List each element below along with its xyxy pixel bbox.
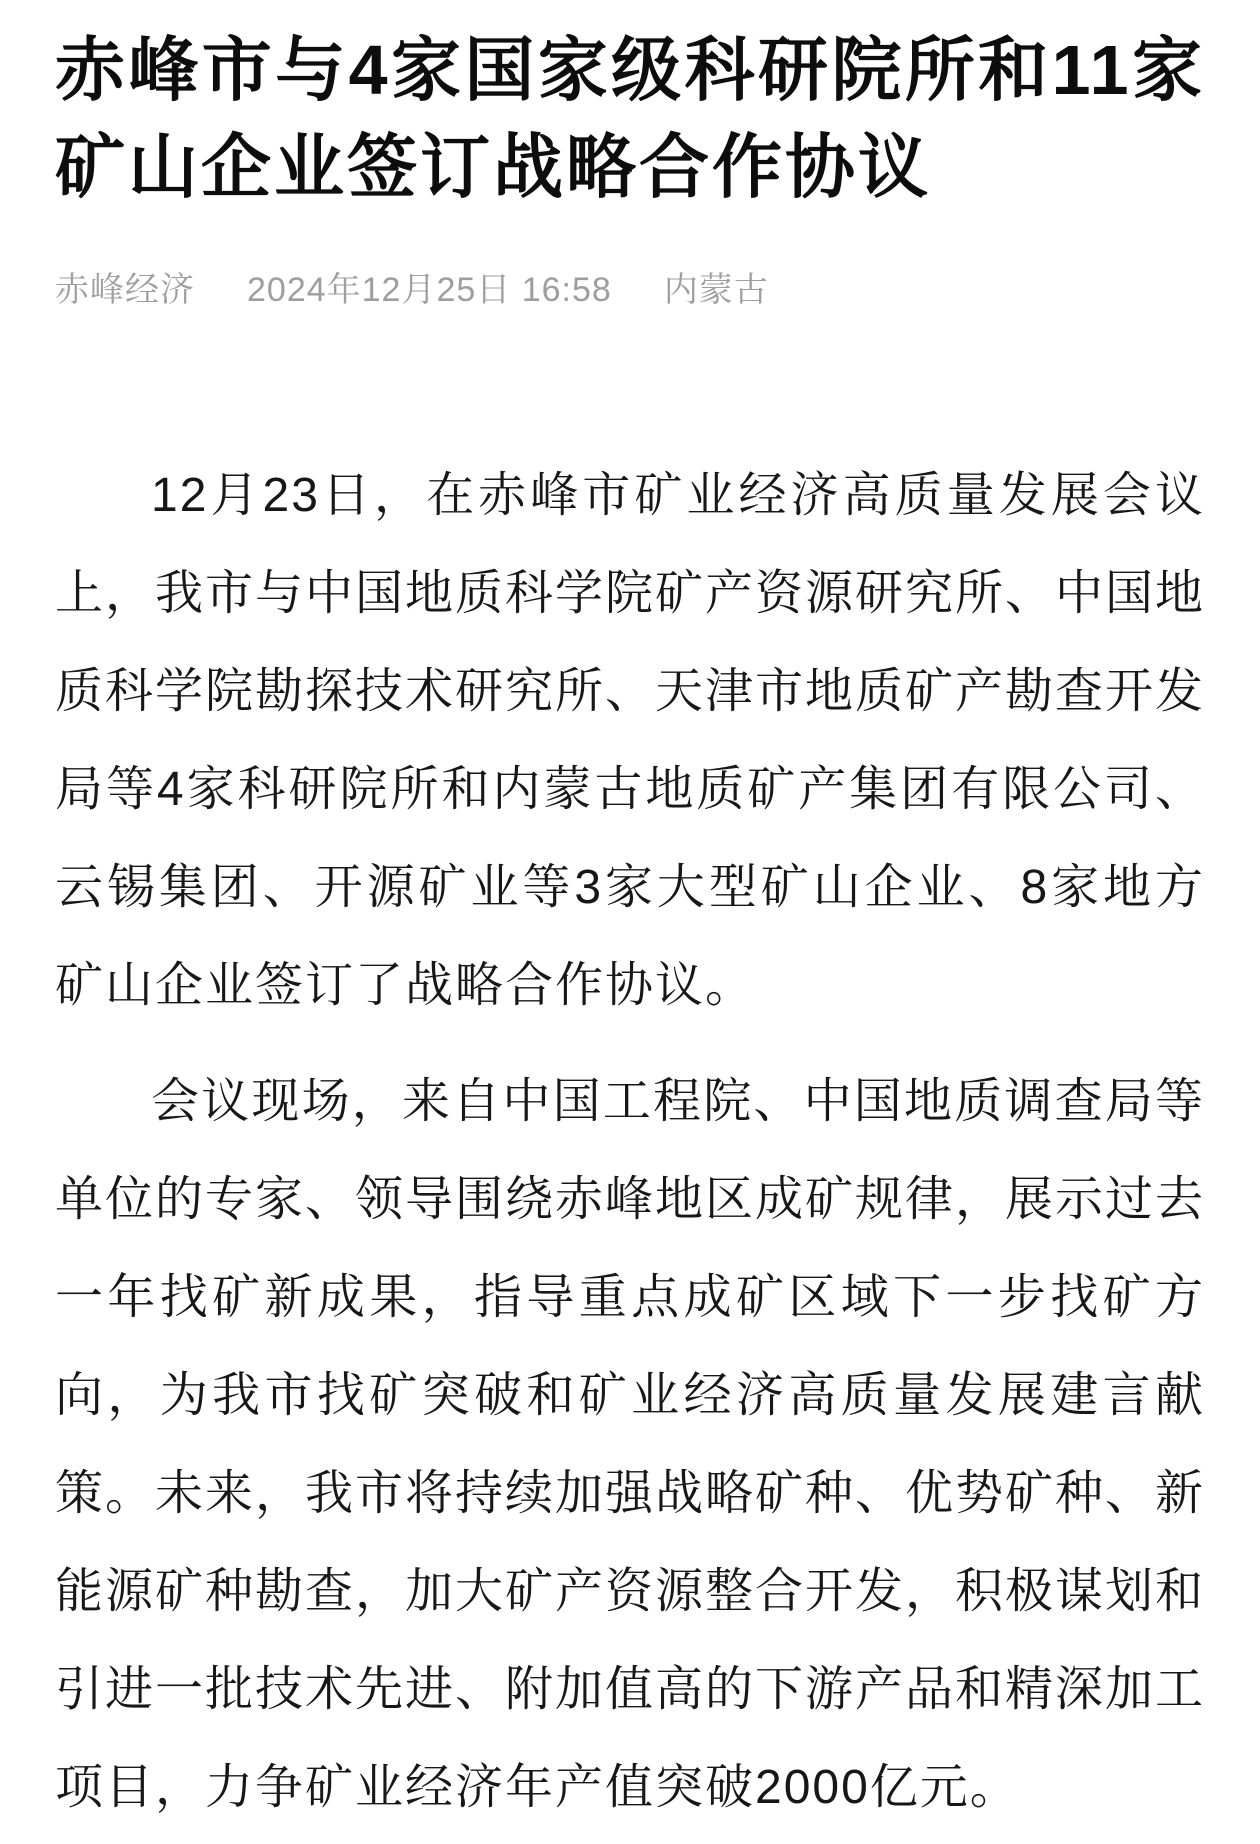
paragraph: 会议现场，来自中国工程院、中国地质调查局等单位的专家、领导围绕赤峰地区成矿规律，展示过去一年找矿新成果，指导重点成矿区域下一步找矿方向，为我市找矿突破和矿业经济高质量发展建言献策。未来，我市将持续加强战略矿种、优势矿种、新能源矿种勘查，加大矿产资源整合开发，积极谋划和引进一批技术先进、附加值高的下游产品和精深加工项目，力争矿业经济年产值突破2000亿元。 <box>55 1074 1206 1814</box>
publish-location: 内蒙古 <box>663 271 769 310</box>
article-body <box>55 447 1205 1837</box>
article-title: 赤峰市与4家国家级科研院所和11家矿山企业签订战略合作协议 <box>55 31 1205 206</box>
article-meta <box>55 267 1205 315</box>
paragraph: 12月23日，在赤峰市矿业经济高质量发展会议上，我市与中国地质科学院矿产资源研究所、中国地质科学院勘探技术研究所、天津市地质矿产勘查开发局等4家科研院所和内蒙古地质矿产集团有限公司、云锡集团、开源矿业等3家大型矿山企业、8家地方矿山企业签订了战略合作协议。 <box>55 468 1206 1012</box>
publish-datetime: 2024年12月25日 16:58 <box>247 271 612 310</box>
account-name[interactable]: 赤峰经济 <box>55 271 195 310</box>
